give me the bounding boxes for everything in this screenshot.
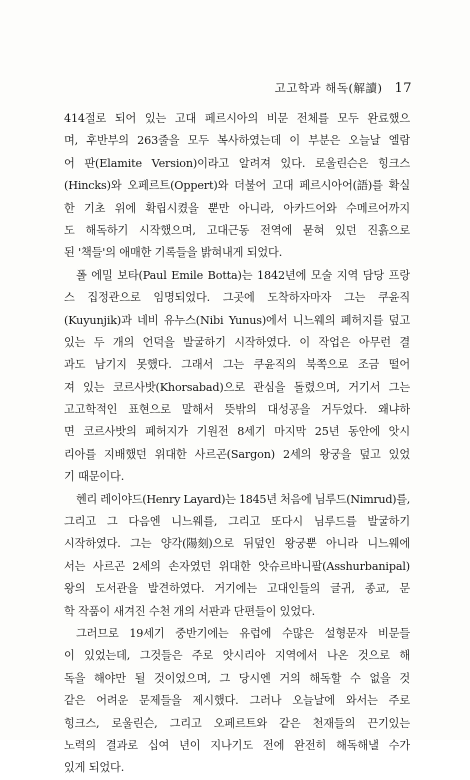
text-line: 스 집정관으로 임명되었다. 그곳에 도착하자마자 그는 쿠윤직 xyxy=(64,291,410,305)
text-line: 며, 후반부의 263줄을 모두 복사하였는데 이 부분은 오늘날 엘람 xyxy=(64,134,410,148)
text-line: 도 해독하기 시작했으며, 고대근동 전역에 묻혀 있던 진흙으로 xyxy=(64,223,410,237)
text-line: (Hincks)와 오페르트(Oppert)와 더불어 고대 페르시아어(語)를 확실 xyxy=(64,179,410,193)
text-line: 한 기초 위에 확립시켰을 뿐만 아니라, 아카드어와 수메르어까지 xyxy=(64,201,410,215)
text-line: 된 '책들'의 애매한 기록들을 밝혀내게 되었다. xyxy=(64,246,283,260)
text-line: 414절로 되어 있는 고대 페르시아의 비문 전체를 모두 완료했으 xyxy=(64,112,410,125)
text-line: 폴 에밀 보타(Paul Emile Botta)는 1842년에 모술 지역 담당 프랑 xyxy=(76,268,410,282)
text-line: (Kuyunjik)과 네비 유누스(Nibi Yunus)에서 니느웨의 폐허지를 덮고 xyxy=(64,313,410,327)
text-line: 면 코르사밧의 폐허지가 기원전 8세기 마지막 25년 동안에 앗시 xyxy=(64,425,410,439)
text-line: 이 있었는데, 그것들은 주로 앗시리아 지역에서 나온 것으로 해 xyxy=(64,649,410,663)
text-line: 왕의 도서관을 발견하였다. 거기에는 고대인들의 글귀, 종교, 문 xyxy=(64,582,410,596)
page-number: 17 xyxy=(394,81,412,96)
text-line: 리아를 지배했던 위대한 사르곤(Sargon) 2세의 왕궁을 덮고 있었 xyxy=(64,447,410,461)
text-line: 서는 사르곤 2세의 손자였던 위대한 앗슈르바니팔(Asshurbanipal) xyxy=(64,559,410,573)
text-line: 그리고 그 다음엔 니느웨를, 그리고 또다시 님루드를 발굴하기 xyxy=(64,515,410,529)
body-text xyxy=(64,108,410,780)
text-line: 고고학적인 표현으로 말해서 뜻밖의 대성공을 거두었다. 왜냐하 xyxy=(64,403,410,417)
text-line: 어 판(Elamite Version)이라고 알려져 있다. 로울린슨은 힝크스 xyxy=(64,156,410,170)
text-line: 있게 되었다. xyxy=(64,761,125,775)
text-line: 기 때문이다. xyxy=(64,470,125,484)
text-line: 힝크스, 로울린슨, 그리고 오페르트와 같은 천재들의 끈기있는 xyxy=(64,716,410,730)
text-line: 독을 해야만 될 것이었으며, 그 당시엔 거의 해독할 수 없을 것 xyxy=(64,671,410,685)
text-line: 과도 남기지 못했다. 그래서 그는 쿠윤직의 북쪽으로 조금 떨어 xyxy=(64,358,410,372)
text-line: 그러므로 19세기 중반기에는 유럽에 수많은 설형문자 비문들 xyxy=(76,626,410,640)
text-line: 노력의 결과로 십여 년이 지나기도 전에 완전히 해독해낼 수가 xyxy=(64,738,410,752)
text-line: 같은 어려운 문제들을 제시했다. 그러나 오늘날에 와서는 주로 xyxy=(64,694,410,708)
text-line: 져 있는 코르사밧(Khorsabad)으로 관심을 돌렸으며, 거기서 그는 xyxy=(64,380,410,394)
running-head xyxy=(275,80,412,96)
text-line: 헨리 레이야드(Henry Layard)는 1845년 처음에 님루드(Nimrud)를, xyxy=(76,492,410,506)
text-line: 학 작품이 새겨진 수천 개의 서판과 단편들이 있었다. xyxy=(64,604,316,618)
text-line: 있는 두 개의 언덕을 발굴하기 시작하였다. 이 작업은 아무런 결 xyxy=(64,335,410,349)
text-line: 시작하였다. 그는 양각(陽刻)으로 뒤덮인 왕궁뿐 아니라 니느웨에 xyxy=(64,537,410,551)
running-head-title: 고고학과 해독(解讀) xyxy=(274,81,383,95)
